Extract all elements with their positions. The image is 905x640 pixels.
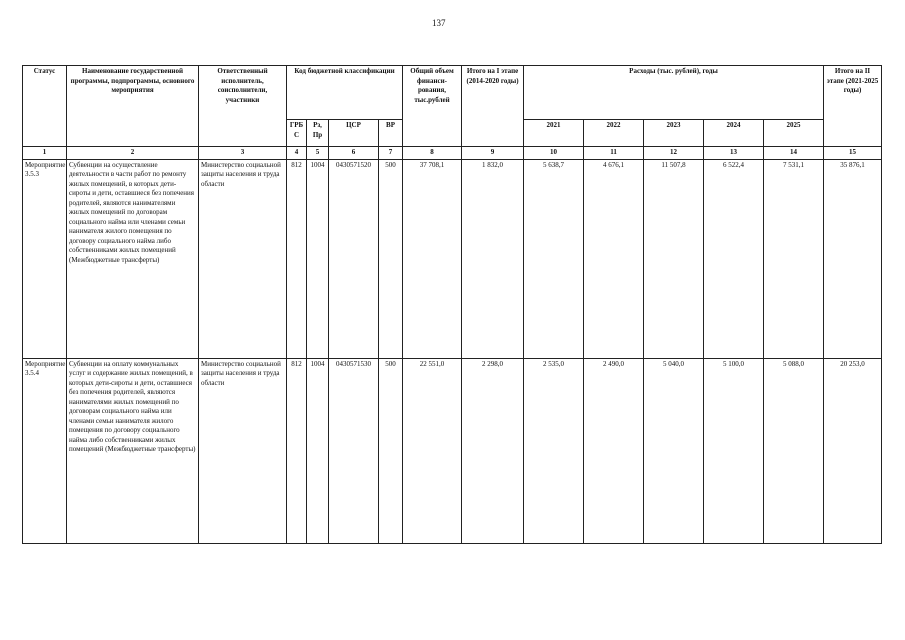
row-rzpr: 1004 <box>307 358 329 543</box>
column-number: 2 <box>67 147 199 160</box>
header-rzpr: Рз, Пр <box>307 120 329 147</box>
row-name: Субвенции на осуществление деятельности в части работ по ремонту жилых помещений, в которых дети-сироты и дети, оставшиеся без попечения родителей, являются нанимателями жилых помещений по договорам социального найма или членами семьи нанимателя жилого помещения по договору социального найма либо собственниками жилых помещений (Межбюджетные трансферты) <box>67 159 199 358</box>
row-2023: 11 507,8 <box>644 159 704 358</box>
header-row <box>23 66 882 120</box>
column-number: 7 <box>379 147 403 160</box>
row-2023: 5 040,0 <box>644 358 704 543</box>
header-year-2021: 2021 <box>524 120 584 147</box>
row-2025: 5 088,0 <box>764 358 824 543</box>
column-number: 10 <box>524 147 584 160</box>
header-stage1: Итого на I этапе (2014-2020 годы) <box>462 66 524 147</box>
header-year-2023: 2023 <box>644 120 704 147</box>
column-number: 4 <box>287 147 307 160</box>
row-stage1: 1 832,0 <box>462 159 524 358</box>
row-csr: 0430571520 <box>329 159 379 358</box>
row-vr: 500 <box>379 159 403 358</box>
column-number: 3 <box>199 147 287 160</box>
row-responsible: Министерство социальной защиты населения и труда области <box>199 159 287 358</box>
header-stage2: Итого на II этапе (2021-2025 годы) <box>824 66 882 147</box>
row-grbs: 812 <box>287 358 307 543</box>
column-number-row <box>23 147 882 160</box>
row-2022: 4 676,1 <box>584 159 644 358</box>
table-row <box>23 159 882 358</box>
row-stage1: 2 298,0 <box>462 358 524 543</box>
row-stage2: 35 876,1 <box>824 159 882 358</box>
column-number: 8 <box>403 147 462 160</box>
column-number: 13 <box>704 147 764 160</box>
header-year-2025: 2025 <box>764 120 824 147</box>
header-responsible: Ответственный исполнитель, соисполнители, участники <box>199 66 287 147</box>
column-number: 14 <box>764 147 824 160</box>
row-rzpr: 1004 <box>307 159 329 358</box>
column-number: 11 <box>584 147 644 160</box>
row-2022: 2 490,0 <box>584 358 644 543</box>
header-year-2022: 2022 <box>584 120 644 147</box>
row-2024: 5 100,0 <box>704 358 764 543</box>
column-number: 6 <box>329 147 379 160</box>
header-total-volume: Общий объем финанси-рования, тыс.рублей <box>403 66 462 147</box>
row-status: Мероприятие 3.5.3 <box>23 159 67 358</box>
row-2021: 2 535,0 <box>524 358 584 543</box>
column-number: 1 <box>23 147 67 160</box>
header-status: Статус <box>23 66 67 147</box>
row-name: Субвенции на оплату коммунальных услуг и содержание жилых помещений, в которых дети-сироты и дети, оставшиеся без попечения родителей, являются нанимателями жилых помещений по договорам социального найма или членами семьи нанимателя жилого помещения по договору социального найма либо собственниками жилых помещений (Межбюджетные трансферты) <box>67 358 199 543</box>
column-number: 15 <box>824 147 882 160</box>
row-grbs: 812 <box>287 159 307 358</box>
row-vr: 500 <box>379 358 403 543</box>
row-total: 22 551,0 <box>403 358 462 543</box>
header-expenses: Расходы (тыс. рублей), годы <box>524 66 824 120</box>
row-total: 37 708,1 <box>403 159 462 358</box>
table-row <box>23 358 882 543</box>
column-number: 5 <box>307 147 329 160</box>
header-budget-code: Код бюджетной классификации <box>287 66 403 120</box>
row-2024: 6 522,4 <box>704 159 764 358</box>
column-number: 12 <box>644 147 704 160</box>
header-vr: ВР <box>379 120 403 147</box>
row-status: Мероприятие 3.5.4 <box>23 358 67 543</box>
row-2025: 7 531,1 <box>764 159 824 358</box>
row-2021: 5 638,7 <box>524 159 584 358</box>
row-stage2: 20 253,0 <box>824 358 882 543</box>
column-number: 9 <box>462 147 524 160</box>
header-csr: ЦСР <box>329 120 379 147</box>
row-responsible: Министерство социальной защиты населения и труда области <box>199 358 287 543</box>
header-year-2024: 2024 <box>704 120 764 147</box>
budget-table <box>22 65 882 544</box>
row-csr: 0430571530 <box>329 358 379 543</box>
page-number: 137 <box>432 18 446 28</box>
header-name: Наименование государственной программы, подпрограммы, основного мероприятия <box>67 66 199 147</box>
header-grbs: ГРБ С <box>287 120 307 147</box>
